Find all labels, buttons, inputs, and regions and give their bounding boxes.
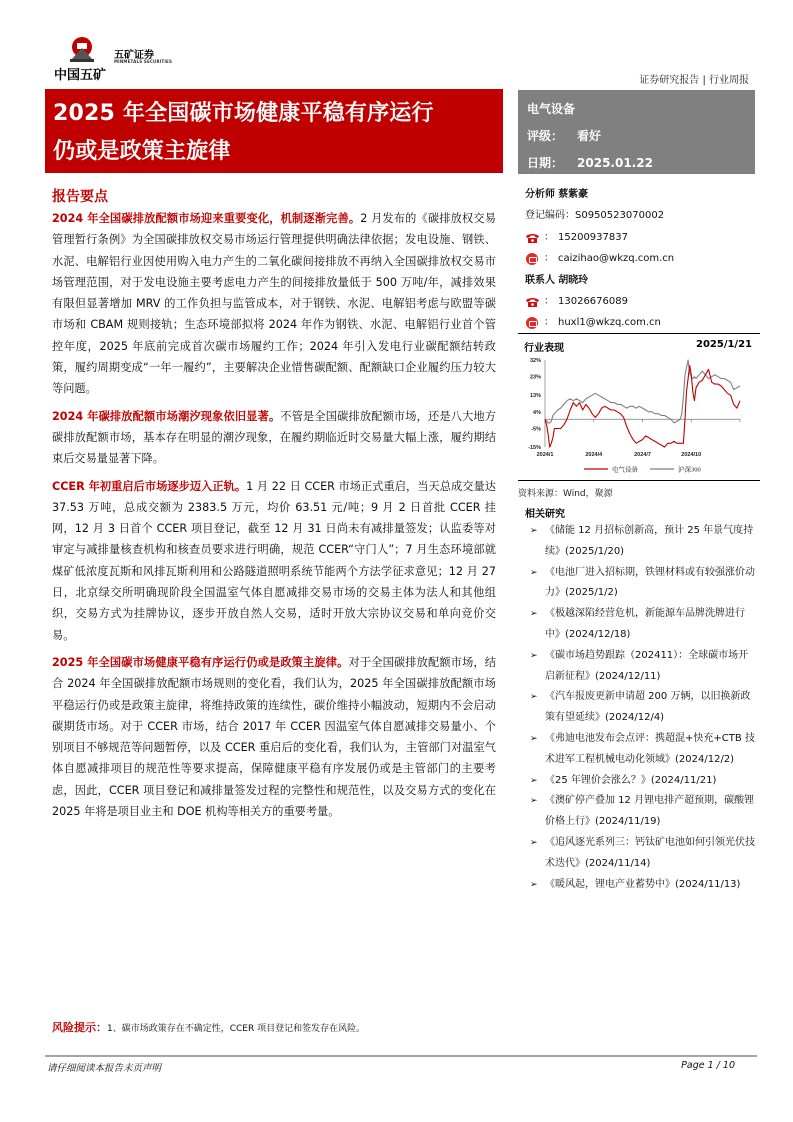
paragraph-body: 对于全国碳排放配额市场，结合 2024 年全国碳排放配额市场规则的变化看，我们认为，2025 年全国碳排放配额市场平稳运行仍或是政策主旋律，将维持政策的连续性，碳价维持小幅波动，短期内不会启动碳期货市场。对于 CCER 市场，结合 2017 年 CCER 因温室气体自愿减排交易量小、个别项目不够规范等问题暂停，以及 CCER 重启后的变化看，我们认为，主管部门对温室气体自愿减排项目的规范性等要求提高，保障健康平稳有序发展仍或是主管部门的主要考虑，因此，CCER 项目登记和减排量签发过程的完整性和规范性，以及交易方式的变化在 2025 年将是项目业主和 DOE 机构等相关方的重要考量。 (52, 655, 496, 819)
title-line-1: 2025 年全国碳市场健康平稳有序运行 (53, 101, 434, 126)
footer-divider (45, 1055, 757, 1057)
analyst-name: 蔡紫豪 (558, 189, 589, 200)
email-icon (526, 317, 538, 329)
summary-body (52, 208, 496, 828)
analyst-row (525, 184, 760, 205)
registration-row (525, 205, 760, 226)
x-tick-label: 2024/10 (681, 452, 702, 458)
x-tick-label: 2024/7 (634, 452, 651, 458)
colon: ： (544, 317, 554, 329)
arrow-bullet-icon: ➢ (530, 526, 538, 536)
y-tick-label: 4% (533, 409, 541, 416)
paragraph-lead: 2024 年碳排放配额市场潮汐现象依旧显著。 (52, 409, 281, 423)
y-tick-label: 23% (529, 374, 541, 381)
colon: ： (544, 231, 554, 243)
rating-row (527, 123, 746, 150)
paragraph-body: 2 月发布的《碳排放权交易管理暂行条例》为全国碳排放权交易市场运行管理提供明确法律依据；发电设施、钢铁、水泥、电解铝行业因使用购入电力产生的二氧化碳间接排放不再纳入全国碳排放权交易市场管理范围，对于发电设施主要考虑电力产生的间接排放量低于 500 万吨/年，减排效果有限但显著增加 MRV 的工作负担与监管成本，对于钢铁、水泥、电解铝考虑与欧盟等碳市场和 CBAM 规则接轨；生态环境部拟将 2024 年作为钢铁、水泥、电解铝行业首个管控年度，2025 年底前完成首次碳市场履约工作；2024 年引入发电行业碳配额结转政策，履约周期变成“一年一履约”，主要解决企业惜售碳配额、配额缺口企业履约压力较大等问题。 (52, 212, 496, 396)
analyst-email-row (525, 248, 760, 269)
related-research-item[interactable] (530, 729, 758, 771)
summary-paragraph (52, 476, 496, 646)
paragraph-body: 不管是全国碳排放配额市场，还是八大地方碳排放配额市场，基本存在明显的潮汐现象，在履约期临近时交易量大幅上涨，履约期结束后交易量显著下降。 (52, 409, 496, 466)
related-research-item[interactable] (530, 604, 758, 646)
related-research-title: 《汽车报废更新申请超 200 万辆，以旧换新政策有望延续》(2024/12/4) (545, 691, 751, 724)
related-research-title: 《电池厂进入招标期，铁锂材料或有较强涨价动力》(2025/1/2) (545, 566, 755, 599)
chart-date: 2025/1/21 (695, 339, 752, 350)
contact-label: 联系人 (525, 274, 555, 286)
summary-heading: 报告要点 (52, 189, 108, 205)
minmetals-emblem-icon (68, 36, 96, 62)
date-value: 2025.01.22 (577, 156, 653, 170)
analyst-panel (525, 184, 760, 334)
arrow-bullet-icon: ➢ (530, 879, 538, 890)
series-line-csi300 (545, 360, 740, 423)
colon: ： (544, 296, 554, 308)
paragraph-body: 1 月 22 日 CCER 市场正式重启，当天总成交量达 37.53 万吨，总成交额为 2383.5 万元，均价 63.51 元/吨；9 月 2 日首批 CCER 挂网，12 月 3 日首个 CCER 项目登记，截至 12 月 31 日尚未有减排量签发；认监委等对审定与减排量核查机构和核查员要求进行明确，规范 CCER“守门人”；7 月生态环境部就煤矿低浓度瓦斯和风排瓦斯利用和公路隧道照明系统节能两个方法学征求意见；12 月 27 日，北京绿交所明确现阶段全国温室气体自愿减排交易市场的交易主体为法人和其他组织，交易方式为挂牌协议，逐步开放自然人交易，适时开放大宗协议交易和单向竞价交易。 (52, 479, 496, 642)
logo-broker-name: 五矿证券 (114, 50, 154, 61)
analyst-phone-row (525, 227, 760, 248)
related-research-title: 《储能 12 月招标创新高，预计 25 年景气度持续》(2025/1/20) (545, 525, 754, 557)
arrow-bullet-icon: ➢ (530, 650, 538, 661)
page-number: Page 1 / 10 (681, 1060, 735, 1071)
arrow-bullet-icon: ➢ (530, 837, 538, 848)
related-research-heading: 相关研究 (525, 509, 565, 520)
phone-icon (525, 297, 540, 307)
risk-label: 风险提示： (52, 1021, 107, 1034)
chart-plot (518, 352, 760, 480)
related-research-item[interactable] (530, 875, 758, 896)
related-research-title: 《碳市场趋势跟踪（202411）：全球碳市场开启新征程》(2024/12/11) (545, 649, 749, 682)
y-tick-label: -5% (531, 426, 541, 433)
series-line-electrical-equipment (545, 366, 740, 447)
analyst-label: 分析师 (525, 189, 555, 200)
report-title (45, 89, 503, 173)
company-logo (50, 36, 190, 84)
y-tick-label: 32% (529, 358, 541, 364)
arrow-bullet-icon: ➢ (530, 733, 538, 744)
related-research-item[interactable] (530, 521, 758, 563)
related-research-item[interactable] (530, 563, 758, 605)
arrow-bullet-icon: ➢ (530, 567, 538, 578)
title-line-2: 仍或是政策主旋律 (53, 139, 231, 164)
contact-email[interactable]: huxl1@wkzq.com.cn (558, 317, 661, 329)
legend-label: 沪深300 (678, 466, 701, 474)
y-tick-label: -15% (528, 445, 541, 451)
analyst-phone: 15200937837 (558, 231, 628, 243)
email-icon (526, 253, 538, 265)
industry-performance-chart (518, 333, 760, 481)
arrow-bullet-icon: ➢ (530, 692, 538, 703)
related-research-item[interactable] (530, 791, 758, 833)
arrow-bullet-icon: ➢ (530, 796, 538, 807)
date-row (527, 150, 746, 177)
rating-label: 评级： (527, 129, 564, 143)
risk-text: 1、碳市场政策存在不确定性，CCER 项目登记和签发存在风险。 (107, 1024, 366, 1034)
related-research-item[interactable] (530, 687, 758, 729)
arrow-bullet-icon: ➢ (530, 609, 538, 620)
chart-title: 行业表现 (524, 343, 564, 354)
paragraph-lead: CCER 年初重启后市场逐步迈入正轨。 (52, 479, 247, 493)
summary-paragraph (52, 652, 496, 822)
footer-disclaimer: 请仔细阅读本报告末页声明 (47, 1063, 162, 1074)
x-tick-label: 2024/4 (585, 452, 603, 458)
registration-number: S0950523070002 (575, 210, 665, 222)
chart-source: 资料来源：Wind，聚源 (518, 489, 613, 499)
contact-phone-row (525, 291, 760, 312)
arrow-bullet-icon: ➢ (530, 775, 538, 786)
related-research-title: 《极越深陷经营危机，新能源车品牌洗牌进行中》(2024/12/18) (545, 608, 745, 640)
analyst-email[interactable]: caizihao@wkzq.com.cn (558, 253, 675, 265)
paragraph-lead: 2024 年全国碳排放配额市场迎来重要变化，机制逐渐完善。 (52, 212, 361, 225)
sector-name: 电气设备 (527, 102, 576, 116)
contact-row (525, 270, 760, 291)
related-research-list (530, 521, 758, 895)
summary-paragraph (52, 406, 496, 470)
x-tick-label: 2024/1 (536, 452, 554, 458)
logo-parent-name: 中国五矿 (54, 68, 107, 83)
registration-label: 登记编码： (525, 210, 575, 222)
related-research-item[interactable] (530, 833, 758, 875)
related-research-title: 《弗迪电池发布会点评：携超混+快充+CTB 技术进军工程机械电动化领域》(2024/12/2) (545, 732, 755, 765)
contact-email-row (525, 312, 760, 333)
y-tick-label: 13% (529, 393, 541, 400)
phone-icon (525, 233, 540, 243)
date-label: 日期： (527, 156, 564, 170)
logo-broker-en: MINMETALS SECURITIES (114, 59, 173, 64)
legend-label: 电气设备 (612, 466, 638, 474)
contact-phone: 13026676089 (558, 296, 628, 308)
rating-value: 看好 (577, 129, 602, 143)
related-research-title: 《25 年锂价会涨么？》(2024/11/21) (545, 774, 717, 786)
related-research-item[interactable] (530, 646, 758, 688)
report-type: 证券研究报告 | 行业周报 (639, 75, 749, 86)
related-research-item[interactable] (530, 771, 758, 792)
summary-paragraph (52, 208, 496, 400)
paragraph-lead: 2025 年全国碳市场健康平稳有序运行仍或是政策主旋律。 (52, 655, 349, 669)
contact-name: 胡晓玲 (558, 274, 589, 286)
rating-info-box (518, 90, 755, 174)
colon: ： (544, 253, 554, 265)
related-research-title: 《暖风起，锂电产业蓄势中》(2024/11/13) (545, 878, 741, 890)
related-research-title: 《追风逐光系列三：钙钛矿电池如何引领光伏技术迭代》(2024/11/14) (545, 836, 755, 869)
risk-warning (52, 1019, 365, 1035)
related-research-title: 《澳矿停产叠加 12 月锂电排产超预期，碳酸锂价格上行》(2024/11/19) (545, 795, 755, 828)
